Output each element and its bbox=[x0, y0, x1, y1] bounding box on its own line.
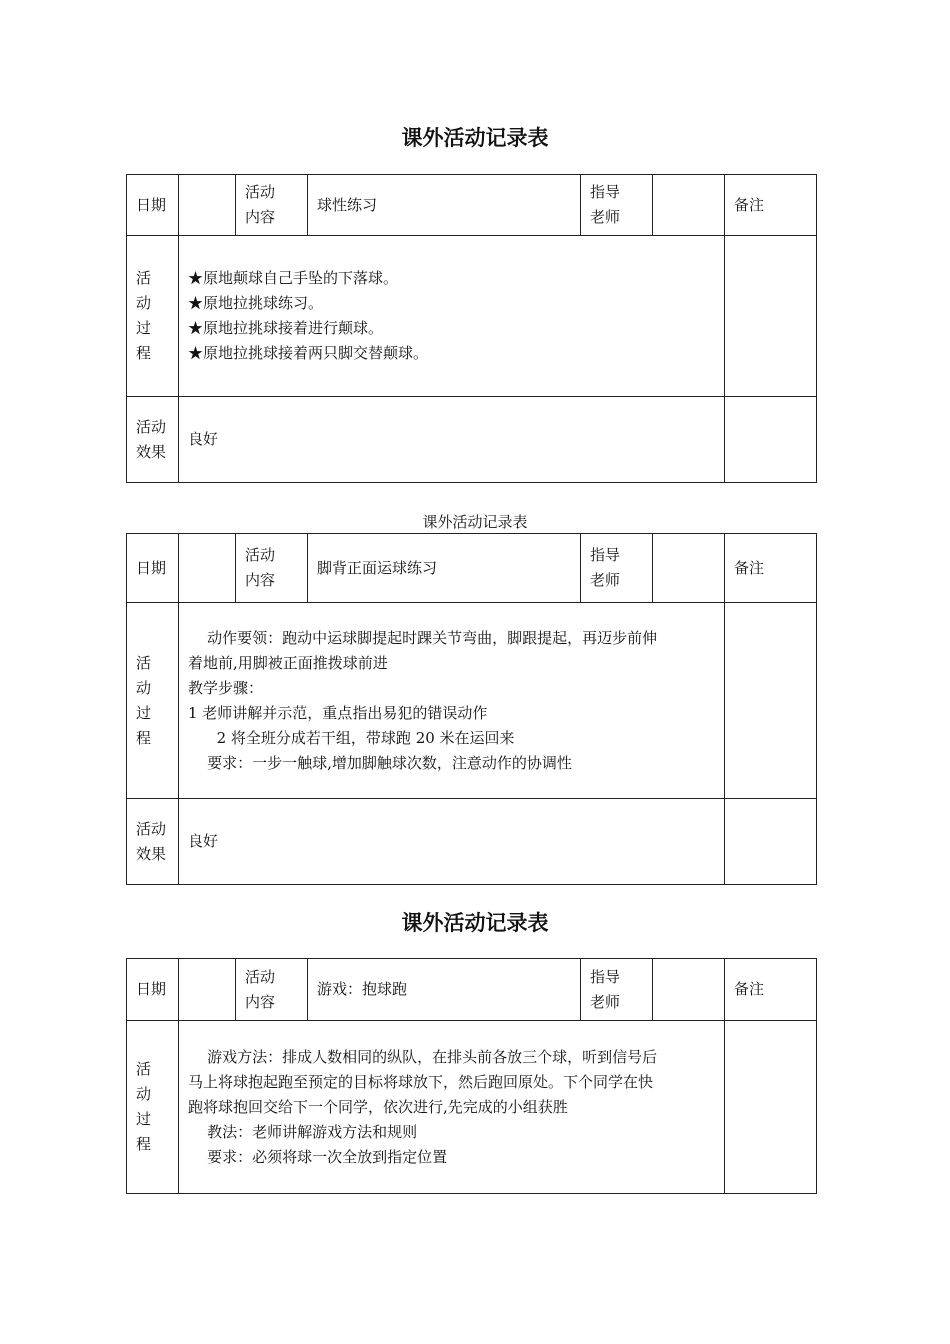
record-table-1 bbox=[126, 174, 817, 483]
process-content: 动作要领：跑动中运球脚提起时踝关节弯曲，脚跟提起，再迈步前伸 着地前,用脚被正面推拨球前进 教学步骤： 1 老师讲解并示范，重点指出易犯的错误动作 2 将全班分成若干组，带球跑 20 米在运回来 要求：一步一触球,增加脚触球次数，注意动作的协调性 bbox=[179, 603, 725, 799]
table3-title: 课外活动记录表 bbox=[401, 910, 549, 935]
content-label: 活动 内容 bbox=[236, 534, 308, 603]
effect-label: 活动 效果 bbox=[127, 397, 179, 483]
date-value bbox=[179, 959, 236, 1021]
date-value bbox=[179, 175, 236, 236]
date-value bbox=[179, 534, 236, 603]
process-remarks bbox=[725, 236, 817, 397]
remarks-label: 备注 bbox=[725, 959, 817, 1021]
record-table-2 bbox=[126, 533, 817, 885]
teacher-label: 指导 老师 bbox=[581, 959, 653, 1021]
teacher-value bbox=[653, 534, 725, 603]
date-label: 日期 bbox=[127, 175, 179, 236]
effect-label: 活动 效果 bbox=[127, 799, 179, 885]
process-content: 游戏方法：排成人数相同的纵队，在排头前各放三个球，听到信号后 马上将球抱起跑至预定的目标将球放下，然后跑回原处。下个同学在快 跑将球抱回交给下一个同学，依次进行,先完成的小组获胜 教法：老师讲解游戏方法和规则 要求：必须将球一次全放到指定位置 bbox=[179, 1021, 725, 1194]
effect-value: 良好 bbox=[179, 799, 725, 885]
content-value: 球性练习 bbox=[308, 175, 581, 236]
process-content: ★原地颠球自己手坠的下落球。 ★原地拉挑球练习。 ★原地拉挑球接着进行颠球。 ★原地拉挑球接着两只脚交替颠球。 bbox=[179, 236, 725, 397]
effect-value: 良好 bbox=[179, 397, 725, 483]
table1-title: 课外活动记录表 bbox=[401, 125, 549, 150]
record-table-3 bbox=[126, 958, 817, 1194]
process-remarks bbox=[725, 603, 817, 799]
teacher-value bbox=[653, 959, 725, 1021]
teacher-label: 指导 老师 bbox=[581, 175, 653, 236]
table2-title: 课外活动记录表 bbox=[422, 513, 528, 531]
date-label: 日期 bbox=[127, 959, 179, 1021]
teacher-label: 指导 老师 bbox=[581, 534, 653, 603]
content-label: 活动 内容 bbox=[236, 959, 308, 1021]
content-value: 脚背正面运球练习 bbox=[308, 534, 581, 603]
content-value: 游戏：抱球跑 bbox=[308, 959, 581, 1021]
remarks-label: 备注 bbox=[725, 534, 817, 603]
date-label: 日期 bbox=[127, 534, 179, 603]
process-label: 活 动 过 程 bbox=[127, 603, 179, 799]
effect-remarks bbox=[725, 799, 817, 885]
process-label: 活 动 过 程 bbox=[127, 236, 179, 397]
teacher-value bbox=[653, 175, 725, 236]
process-label: 活 动 过 程 bbox=[127, 1021, 179, 1194]
effect-remarks bbox=[725, 397, 817, 483]
content-label: 活动 内容 bbox=[236, 175, 308, 236]
process-remarks bbox=[725, 1021, 817, 1194]
remarks-label: 备注 bbox=[725, 175, 817, 236]
